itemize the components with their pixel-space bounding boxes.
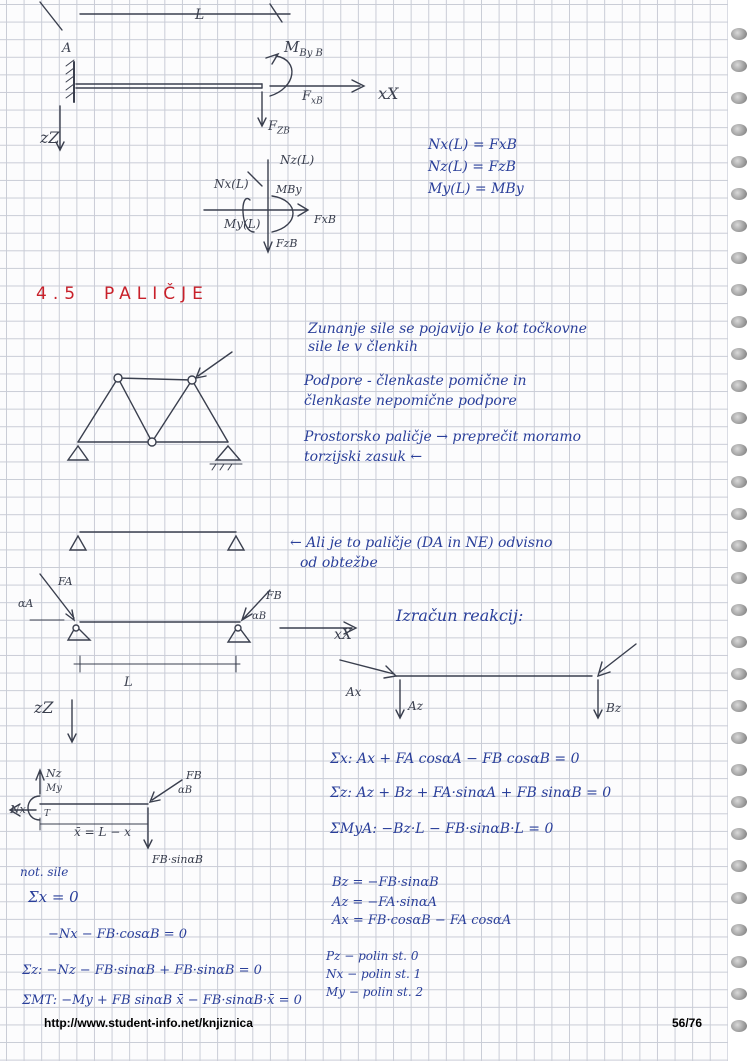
internal-eq-1: Σx = 0 xyxy=(28,888,79,906)
label-fb-internal: FB xyxy=(186,769,202,782)
axis-label-x-top: xX xyxy=(378,84,399,103)
binder-ring xyxy=(731,636,747,648)
binder-ring xyxy=(731,604,747,616)
binder-ring xyxy=(731,764,747,776)
binder-ring xyxy=(731,316,747,328)
binder-ring xyxy=(731,412,747,424)
page-number: 56/76 xyxy=(672,1016,703,1030)
binder-ring xyxy=(731,220,747,232)
label-az: Az xyxy=(408,699,423,713)
binder-ring xyxy=(731,124,747,136)
result-ax: Ax = FB·cosαB − FA cosαA xyxy=(332,913,512,928)
label-nx: Nx xyxy=(10,803,26,816)
binder-ring xyxy=(731,444,747,456)
label-ax: Ax xyxy=(346,685,362,699)
force-label-fxb: $F_{xB}$ xyxy=(302,89,323,107)
binder-ring xyxy=(731,860,747,872)
internal-eq-2: −Nx − FB·cosαB = 0 xyxy=(48,927,188,942)
label-fb-sin: FB·sinαB xyxy=(152,853,203,866)
truss-note-5: Prostorsko paličje → preprečit moramo xyxy=(304,429,582,445)
internal-note: not. sile xyxy=(20,865,69,879)
fd-label-fzb: FzB xyxy=(276,237,298,250)
fd-label-fxb: FxB xyxy=(314,213,336,226)
label-xbar: x̄ = L − x xyxy=(74,825,131,839)
binder-ring xyxy=(731,60,747,72)
support-label-a: A xyxy=(62,41,72,56)
boundary-eq-3: My(L) = MBy xyxy=(428,181,524,197)
footer-url[interactable]: http://www.student-info.net/knjiznica xyxy=(44,1016,253,1030)
binder-ring xyxy=(731,796,747,808)
axis-label-x-mid: xX xyxy=(334,627,352,643)
beam-note-1: ← Ali je to paličje (DA in NE) odvisno xyxy=(290,535,553,551)
length-label-mid: L xyxy=(124,675,133,690)
fd-label-mby: MBy xyxy=(276,183,302,196)
binder-ring xyxy=(731,540,747,552)
label-my: My xyxy=(46,783,62,794)
truss-note-6: torzijski zasuk ← xyxy=(304,449,423,465)
internal-eq-4: ΣMT: −My + FB sinαB x̄ − FB·sinαB·x̄ = 0 xyxy=(22,993,302,1008)
binder-ring xyxy=(731,892,747,904)
label-alpha-b: αB xyxy=(252,611,267,622)
label-t: T xyxy=(44,809,51,819)
binder-ring xyxy=(731,572,747,584)
unknown-2: Nx − polin st. 1 xyxy=(326,967,422,981)
binder-ring xyxy=(731,1020,747,1032)
unknown-3: My − polin st. 2 xyxy=(326,985,424,999)
binder-ring xyxy=(731,700,747,712)
reaction-heading: Izračun reakcij: xyxy=(396,606,524,625)
binder-ring xyxy=(731,284,747,296)
boundary-eq-1: Nx(L) = FxB xyxy=(428,137,517,153)
section-number: 4.5 xyxy=(36,284,82,304)
binder-ring xyxy=(731,92,747,104)
fd-label-nz: Nz(L) xyxy=(280,153,315,167)
binder-ring xyxy=(731,380,747,392)
force-label-fzb: $F_{ZB}$ xyxy=(268,119,290,137)
binder-ring xyxy=(731,348,747,360)
binder-edge xyxy=(728,0,750,1061)
truss-note-2: sile le v členkih xyxy=(308,339,419,355)
binder-ring xyxy=(731,156,747,168)
length-label-top: L xyxy=(195,7,205,23)
binder-ring xyxy=(731,252,747,264)
label-alpha-a: αA xyxy=(18,597,34,610)
binder-ring xyxy=(731,988,747,1000)
binder-ring xyxy=(731,828,747,840)
binder-ring xyxy=(731,668,747,680)
axis-label-z-mid: zZ xyxy=(34,698,54,717)
result-bz: Bz = −FB·sinαB xyxy=(332,875,439,890)
sum-x: Σx: Ax + FA cosαA − FB cosαB = 0 xyxy=(330,751,580,767)
label-nz: Nz xyxy=(46,767,62,780)
fd-label-nx: Nx(L) xyxy=(214,177,249,191)
label-fb: FB xyxy=(266,589,282,602)
label-fa: FA xyxy=(58,575,73,588)
boundary-eq-2: Nz(L) = FzB xyxy=(428,159,516,175)
binder-ring xyxy=(731,956,747,968)
truss-note-4: členkaste nepomične podpore xyxy=(304,393,517,409)
binder-ring xyxy=(731,188,747,200)
internal-eq-3: Σz: −Nz − FB·sinαB + FB·sinαB = 0 xyxy=(22,963,262,978)
moment-label-mby: $M_{By B}$ xyxy=(284,38,323,59)
sum-z: Σz: Az + Bz + FA·sinαA + FB sinαB = 0 xyxy=(330,785,612,801)
label-bz: Bz xyxy=(606,701,622,715)
label-alpha-b-internal: αB xyxy=(178,785,193,796)
sum-moment: ΣMyA: −Bz·L − FB·sinαB·L = 0 xyxy=(330,821,554,837)
truss-note-3: Podpore - členkaste pomične in xyxy=(304,373,527,389)
binder-ring xyxy=(731,476,747,488)
result-az: Az = −FA·sinαA xyxy=(332,895,438,910)
binder-ring xyxy=(731,28,747,40)
axis-label-z-top: zZ xyxy=(40,128,60,147)
binder-ring xyxy=(731,508,747,520)
binder-ring xyxy=(731,924,747,936)
section-title: PALIČJE xyxy=(104,284,209,304)
beam-note-2: od obtežbe xyxy=(300,555,378,571)
fd-label-my: My(L) xyxy=(224,217,261,231)
binder-ring xyxy=(731,732,747,744)
unknown-1: Pz − polin st. 0 xyxy=(326,949,419,963)
truss-note-1: Zunanje sile se pojavijo le kot točkovne xyxy=(308,321,587,337)
